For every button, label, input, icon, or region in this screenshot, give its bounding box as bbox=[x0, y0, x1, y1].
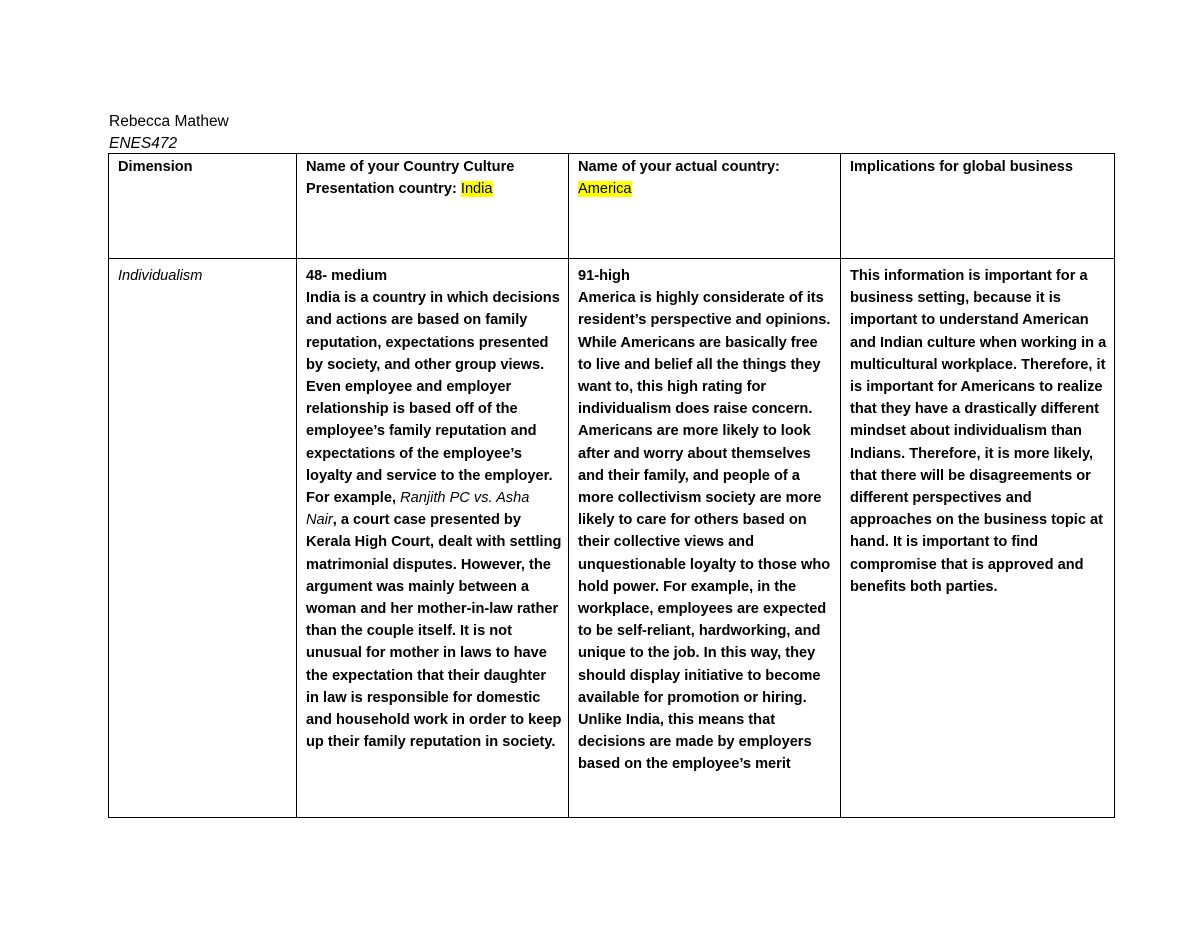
table-row bbox=[109, 259, 1115, 818]
header-implications bbox=[841, 154, 1115, 259]
implications-text: This information is important for a business setting, because it is important to understand American and Indian culture when working in a multicultural workplace. Therefore, it is important for Americans to realize that they have a drastically different mindset about individualism than Indians. Therefore, it is more likely, that there will be disagreements or different perspectives and approaches on the business topic at hand. It is important to find compromise that is approved and benefits both parties. bbox=[850, 268, 1107, 595]
india-text-part2: , a court case presented by Kerala High Court, dealt with settling matrimonial disputes. However, the argument was mainly between a woman and her mother-in-law rather than the couple itself. It is not unusual for mother in laws to have the expectation that their daughter in law is responsible for domestic and household work in order to keep up their family reputation in society. bbox=[306, 512, 562, 751]
cell-implications bbox=[841, 259, 1115, 818]
cell-india bbox=[297, 259, 569, 818]
header-culture-country bbox=[297, 154, 569, 259]
america-text: America is highly considerate of its resident’s perspective and opinions. While Americans are basically free to live and belief all the things they want to, this high rating for individualism does raise concern. Americans are more likely to look after and worry about themselves and their family, and people of a more collectivism society are more likely to care for others based on their collective views and unquestionable loyalty to those who hold power. For example, in the workplace, employees are expected to be self-reliant, hardworking, and unique to the job. In this way, they should display initiative to become available for promotion or hiring. bbox=[578, 290, 831, 706]
highlighted-country-america: America bbox=[578, 181, 632, 198]
india-case-name: Ranjith PC vs. Asha Nair bbox=[306, 490, 530, 529]
dimension-name: Individualism bbox=[118, 268, 203, 284]
header-actual-country-label: Name of your actual country: bbox=[578, 159, 780, 175]
course-code: ENES472 bbox=[109, 135, 178, 152]
highlighted-country-india: India bbox=[460, 181, 493, 198]
india-score: 48- medium bbox=[306, 268, 388, 284]
culture-comparison-table bbox=[108, 153, 1115, 818]
cell-dimension bbox=[109, 259, 297, 818]
header-dimension bbox=[109, 154, 297, 259]
india-text-part1: India is a country in which decisions and actions are based on family reputation, expectations presented by society, and other group views. Even employee and employer relationship is based off of the employee’s family reputation and expectations of the employee’s loyalty and service to the employer. For example, bbox=[306, 290, 560, 507]
table-header-row bbox=[109, 154, 1115, 259]
author-name: Rebecca Mathew bbox=[109, 113, 229, 130]
cell-america bbox=[569, 259, 841, 818]
america-score: 91-high bbox=[578, 268, 630, 284]
header-implications-label: Implications for global business bbox=[850, 159, 1073, 175]
header-actual-country bbox=[569, 154, 841, 259]
header-culture-country-label: Name of your Country Culture Presentation country: bbox=[306, 159, 515, 198]
header-dimension-label: Dimension bbox=[118, 159, 193, 175]
america-text-continued: Unlike India, this means that decisions are made by employers based on the employee’s merit bbox=[578, 712, 812, 773]
